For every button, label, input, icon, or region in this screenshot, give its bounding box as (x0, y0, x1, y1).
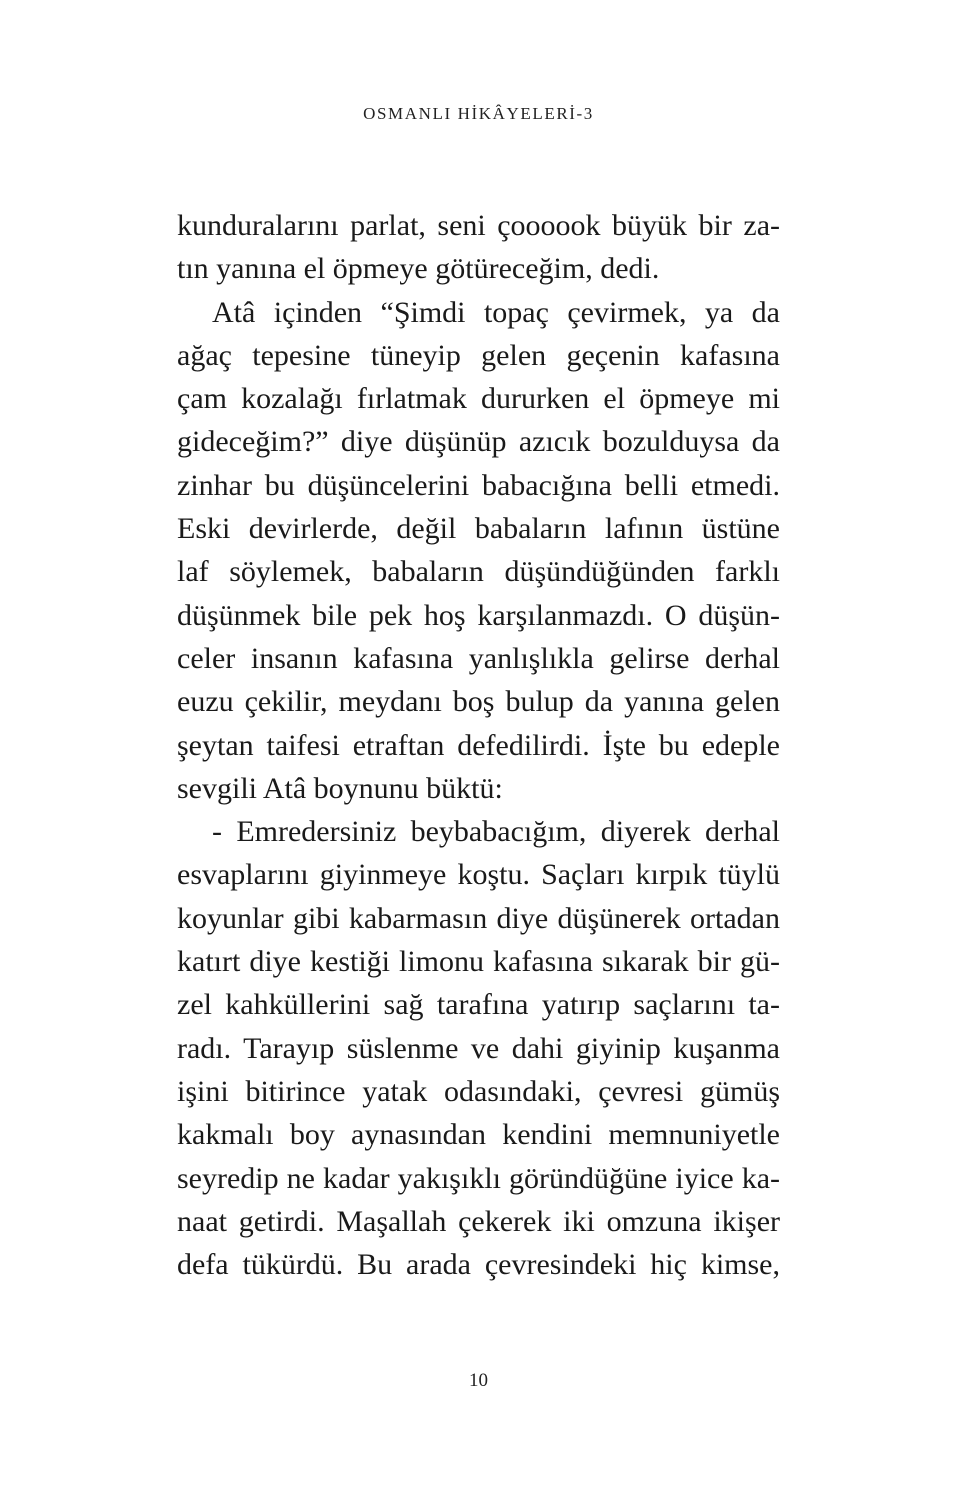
text-line: seyredip ne kadar yakışıklı göründüğüne iyice ka- (177, 1161, 780, 1195)
paragraph-first-line: - Emredersiniz beybabacığım, diyerek derhal (212, 815, 780, 849)
page-number: 10 (469, 1370, 488, 1391)
text-line: radı. Tarayıp süslenme ve dahi giyinip kuşanma (177, 1031, 780, 1065)
text-line: laf söylemek, babaların düşündüğünden farklı (177, 555, 780, 589)
body-text (177, 204, 780, 1286)
text-line: euzu çekilir, meydanı boş bulup da yanına gelen (177, 685, 780, 719)
text-line: düşünmek bile pek hoş karşılanmazdı. O düşün- (177, 598, 780, 632)
running-header: OSMANLI HİKÂYELERİ-3 (363, 104, 594, 123)
text-line: zel kahküllerini sağ tarafına yatırıp saçlarını ta- (177, 988, 780, 1022)
text-line: esvaplarını giyinmeye koştu. Saçları kırpık tüylü (177, 858, 780, 892)
text-line: kunduralarını parlat, seni çoooook büyük bir za- (177, 209, 780, 242)
text-line: ağaç tepesine tüneyip gelen geçenin kafasına (177, 338, 780, 372)
text-line: Eski devirlerde, değil babaların lafının üstüne (177, 512, 780, 546)
text-line: defa tükürdü. Bu arada çevresindeki hiç kimse, (177, 1248, 780, 1282)
text-line: tın yanına el öpmeye götüreceğim, dedi. (177, 252, 660, 286)
text-line: celer insanın kafasına yanlışlıkla gelirse derhal (177, 641, 780, 675)
text-line: katırt diye kestiği limonu kafasına sıkarak bir gü- (177, 945, 780, 979)
text-line: şeytan taifesi etraftan defedilirdi. İşte bu edeple (177, 728, 780, 762)
text-line: kakmalı boy aynasından kendini memnuniyetle (177, 1118, 780, 1152)
text-line: zinhar bu düşüncelerini babacığına belli etmedi. (177, 468, 780, 502)
text-line: gideceğim?” diye düşünüp azıcık bozulduysa da (177, 425, 780, 459)
text-line: işini bitirince yatak odasındaki, çevresi gümüş (177, 1074, 780, 1108)
text-line: çam kozalağı fırlatmak dururken el öpmeye mi (177, 382, 780, 416)
paragraph-first-line: Atâ içinden “Şimdi topaç çevirmek, ya da (212, 295, 780, 329)
text-line: sevgili Atâ boynunu büktü: (177, 771, 503, 805)
text-line: naat getirdi. Maşallah çekerek iki omzuna ikişer (177, 1204, 780, 1238)
text-line: koyunlar gibi kabarmasın diye düşünerek ortadan (177, 901, 780, 935)
